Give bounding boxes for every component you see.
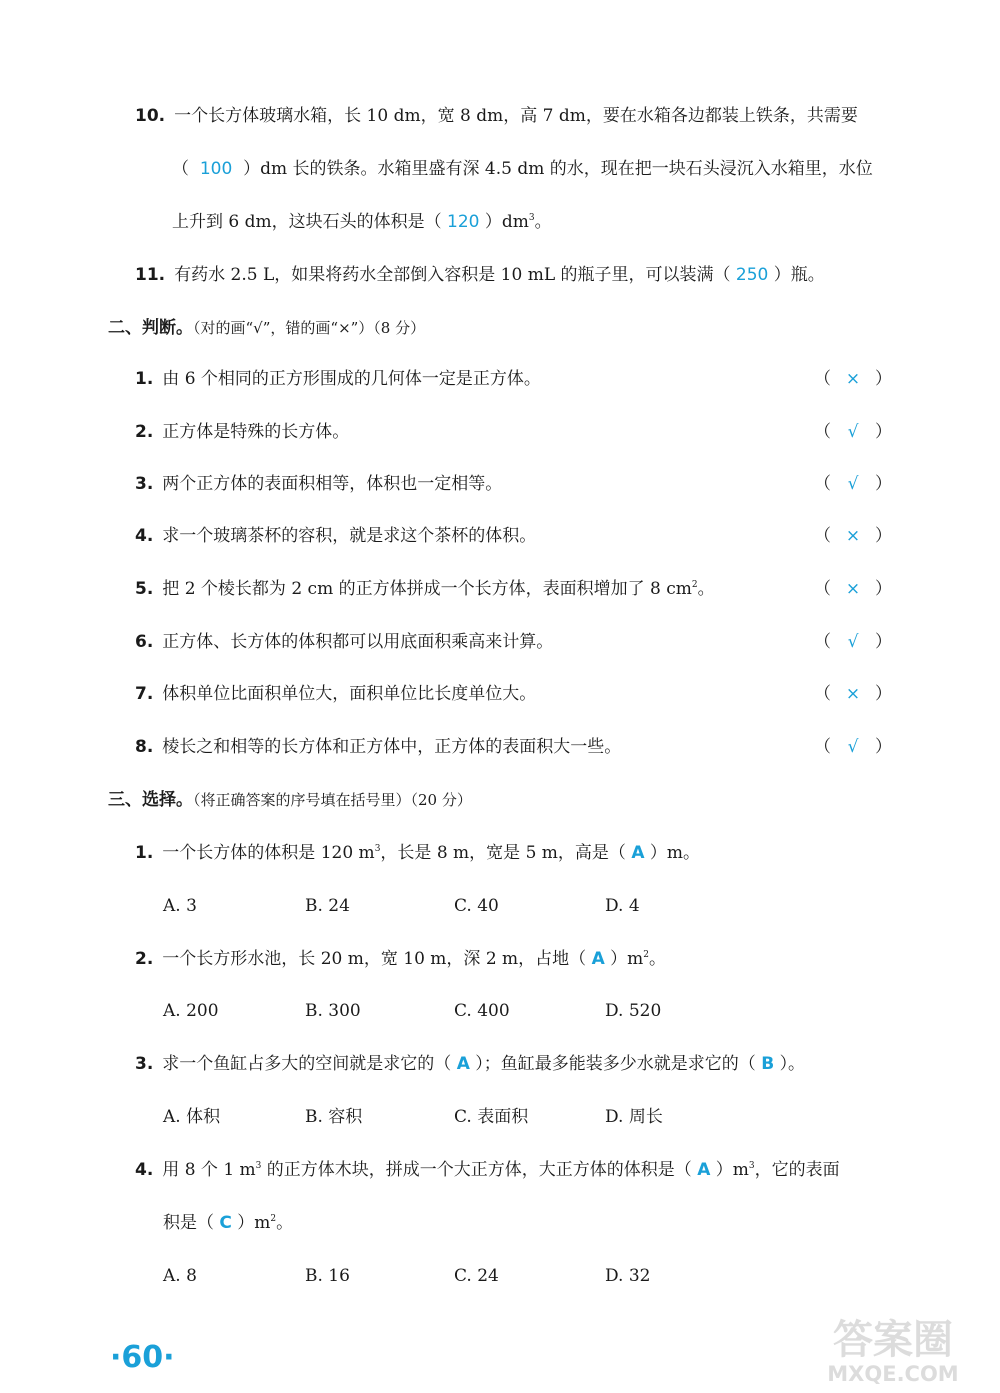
q10-line1 [135,108,858,125]
option-b: B. 24 [305,896,350,916]
option-d: D. 520 [605,1001,662,1021]
watermark-logo [801,1309,986,1387]
page-number-value: 60 [121,1340,164,1375]
option-c: C. 表面积 [454,1107,529,1127]
judge-item-text: 两个正方体的表面积相等，体积也一定相等。 [162,474,503,494]
choice-q4-sup-3: 2 [270,1214,277,1224]
q10-text-line3: 上升到 6 dm，这块石头的体积是（ [172,212,442,232]
judge-answer-bracket: （ × ） [814,684,892,704]
option-a: A. 200 [163,1001,219,1021]
judge-item-number: 5. [135,579,154,599]
option-d: D. 4 [605,896,640,916]
judge-heading-title: 二、判断。 [108,318,193,338]
choice-q4-sup-2: 3 [748,1161,755,1171]
q11-answer: 250 [735,265,769,285]
judge-item-number: 7. [135,684,154,704]
watermark-url: MXQE.COM [827,1362,959,1386]
page-number-dot-left: · [110,1340,122,1375]
choice-q3-stem [135,1056,805,1073]
choice-heading-sub: （将正确答案的序号填在括号里）（20 分） [193,791,472,809]
choice-q4-end: 。 [276,1213,294,1233]
judge-item-text: 棱长之和相等的长方体和正方体中，正方体的表面积大一些。 [162,737,622,757]
judge-item-text: 正方体、长方体的体积都可以用底面积乘高来计算。 [162,632,554,652]
option-b: B. 16 [305,1266,350,1286]
q10-line2 [172,161,873,178]
option-b: B. 300 [305,1001,361,1021]
choice-q4-line2-text: 积是（ [163,1213,214,1233]
judge-answer-bracket: （ × ） [814,579,892,599]
judge-answer-bracket: （ × ） [814,369,892,389]
judge-item-text: 体积单位比面积单位大，面积单位比长度单位大。 [162,684,537,704]
judge-item [135,424,349,441]
q10-answer-1: 100 [199,159,233,179]
choice-q3-text: 求一个鱼缸占多大的空间就是求它的（ [162,1054,452,1074]
option-c: C. 400 [454,1001,510,1021]
choice-q4-sup-1: 3 [255,1161,262,1171]
q11-number: 11. [135,265,166,285]
q10-line3 [172,214,552,231]
judge-item [135,686,536,703]
judge-item-text: 求一个玻璃茶杯的容积，就是求这个茶杯的体积。 [162,526,537,546]
option-b: B. 容积 [305,1107,363,1127]
choice-heading-title: 三、选择。 [108,790,193,810]
judge-mark: × [845,579,861,599]
q10-number: 10. [135,106,166,126]
choice-q4-answer-1: A [697,1160,711,1180]
choice-q4-text: 用 8 个 1 m [162,1160,256,1180]
judge-mark: × [845,684,861,704]
option-d: D. 32 [605,1266,651,1286]
judge-item-text: 由 6 个相同的正方形围成的几何体一定是正方体。 [162,369,541,389]
choice-q3-text-mid: ）；鱼缸最多能装多少水就是求它的（ [475,1054,756,1074]
option-a: A. 8 [163,1266,197,1286]
page-number-dot-right: · [163,1340,175,1375]
choice-q1-text-mid: ，长是 8 m，宽是 5 m，高是（ [380,843,626,863]
choice-q4-unit-2: ）m [237,1213,271,1233]
judge-mark: √ [847,737,859,757]
judge-section-heading [108,320,425,337]
choice-q4-text-mid: 的正方体木块，拼成一个大正方体，大正方体的体积是（ [261,1160,692,1180]
judge-item-number: 6. [135,632,154,652]
judge-item-number: 4. [135,526,154,546]
judge-item [135,528,536,545]
judge-item [135,371,541,388]
q11-end: ）瓶。 [773,265,825,285]
option-a: A. 3 [163,896,197,916]
option-c: C. 24 [454,1266,499,1286]
choice-q3-answer-1: A [456,1054,470,1074]
option-d: D. 周长 [605,1107,663,1127]
judge-item [135,581,715,598]
q10-unit: ）dm [484,212,529,232]
q10-unit-sup: 3 [528,213,535,223]
choice-q4-unit-1: ）m [715,1160,749,1180]
judge-answer-bracket: （ × ） [814,526,892,546]
q10-bracket-open: （ [172,159,189,179]
q10-text-line2: ）dm 长的铁条。水箱里盛有深 4.5 dm 的水，现在把一块石头浸沉入水箱里，水位 [243,159,873,179]
q11-text: 有药水 2.5 L，如果将药水全部倒入容积是 10 mL 的瓶子里，可以装满（ [174,265,731,285]
judge-item [135,634,553,651]
judge-answer-bracket: （ √ ） [814,737,892,757]
judge-answer-bracket: （ √ ） [814,632,892,652]
choice-q3-answer-2: B [761,1054,775,1074]
choice-q4-stem-line1 [135,1162,840,1179]
judge-item [135,476,502,493]
judge-item [135,739,621,756]
judge-answer-bracket: （ √ ） [814,422,892,442]
choice-q1-end: ）m。 [649,843,701,863]
q11-line [135,267,825,284]
page-number [110,1340,175,1375]
judge-mark: × [845,369,861,389]
judge-item-number: 1. [135,369,154,389]
choice-q3-number: 3. [135,1054,154,1074]
judge-item-text: 把 2 个棱长都为 2 cm 的正方体拼成一个长方体，表面积增加了 8 cm [162,579,692,599]
choice-q3-end: ）。 [779,1054,806,1074]
choice-q1-text: 一个长方体的体积是 120 m [162,843,375,863]
choice-q2-stem [135,951,666,968]
choice-q2-answer: A [591,949,605,969]
choice-q1-stem [135,845,700,862]
choice-q4-answer-2: C [219,1213,232,1233]
judge-item-number: 8. [135,737,154,757]
q10-text-line1: 一个长方体玻璃水箱，长 10 dm，宽 8 dm，高 7 dm，要在水箱各边都装上铁条，共需要 [174,106,858,126]
judge-item-tail: 。 [697,579,715,599]
judge-item-number: 2. [135,422,154,442]
q10-answer-2: 120 [447,212,480,232]
option-c: C. 40 [454,896,499,916]
option-a: A. 体积 [163,1107,221,1127]
choice-q2-text: 一个长方形水池，长 20 m，宽 10 m，深 2 m，占地（ [162,949,587,969]
judge-mark: √ [847,422,859,442]
choice-q1-number: 1. [135,843,154,863]
choice-q1-sup: 3 [374,844,381,854]
choice-q1-answer: A [631,843,645,863]
choice-q4-text-end: ，它的表面 [754,1160,840,1180]
choice-q4-stem-line2 [163,1215,293,1232]
q10-end: 。 [534,212,552,232]
choice-q4-number: 4. [135,1160,154,1180]
judge-item-sup: 2 [691,580,698,590]
judge-answer-bracket: （ √ ） [814,474,892,494]
choice-q2-end: 。 [649,949,667,969]
judge-mark: × [845,526,861,546]
judge-item-number: 3. [135,474,154,494]
choice-q2-number: 2. [135,949,154,969]
judge-heading-sub: （对的画“√”，错的画“×”）（8 分） [193,319,426,337]
watermark-title: 答案圈 [833,1317,953,1363]
judge-mark: √ [847,632,859,652]
choice-section-heading [108,792,472,809]
judge-mark: √ [847,474,859,494]
judge-item-text: 正方体是特殊的长方体。 [162,422,350,442]
choice-q2-unit: ）m [610,949,644,969]
choice-q2-sup: 2 [643,950,650,960]
